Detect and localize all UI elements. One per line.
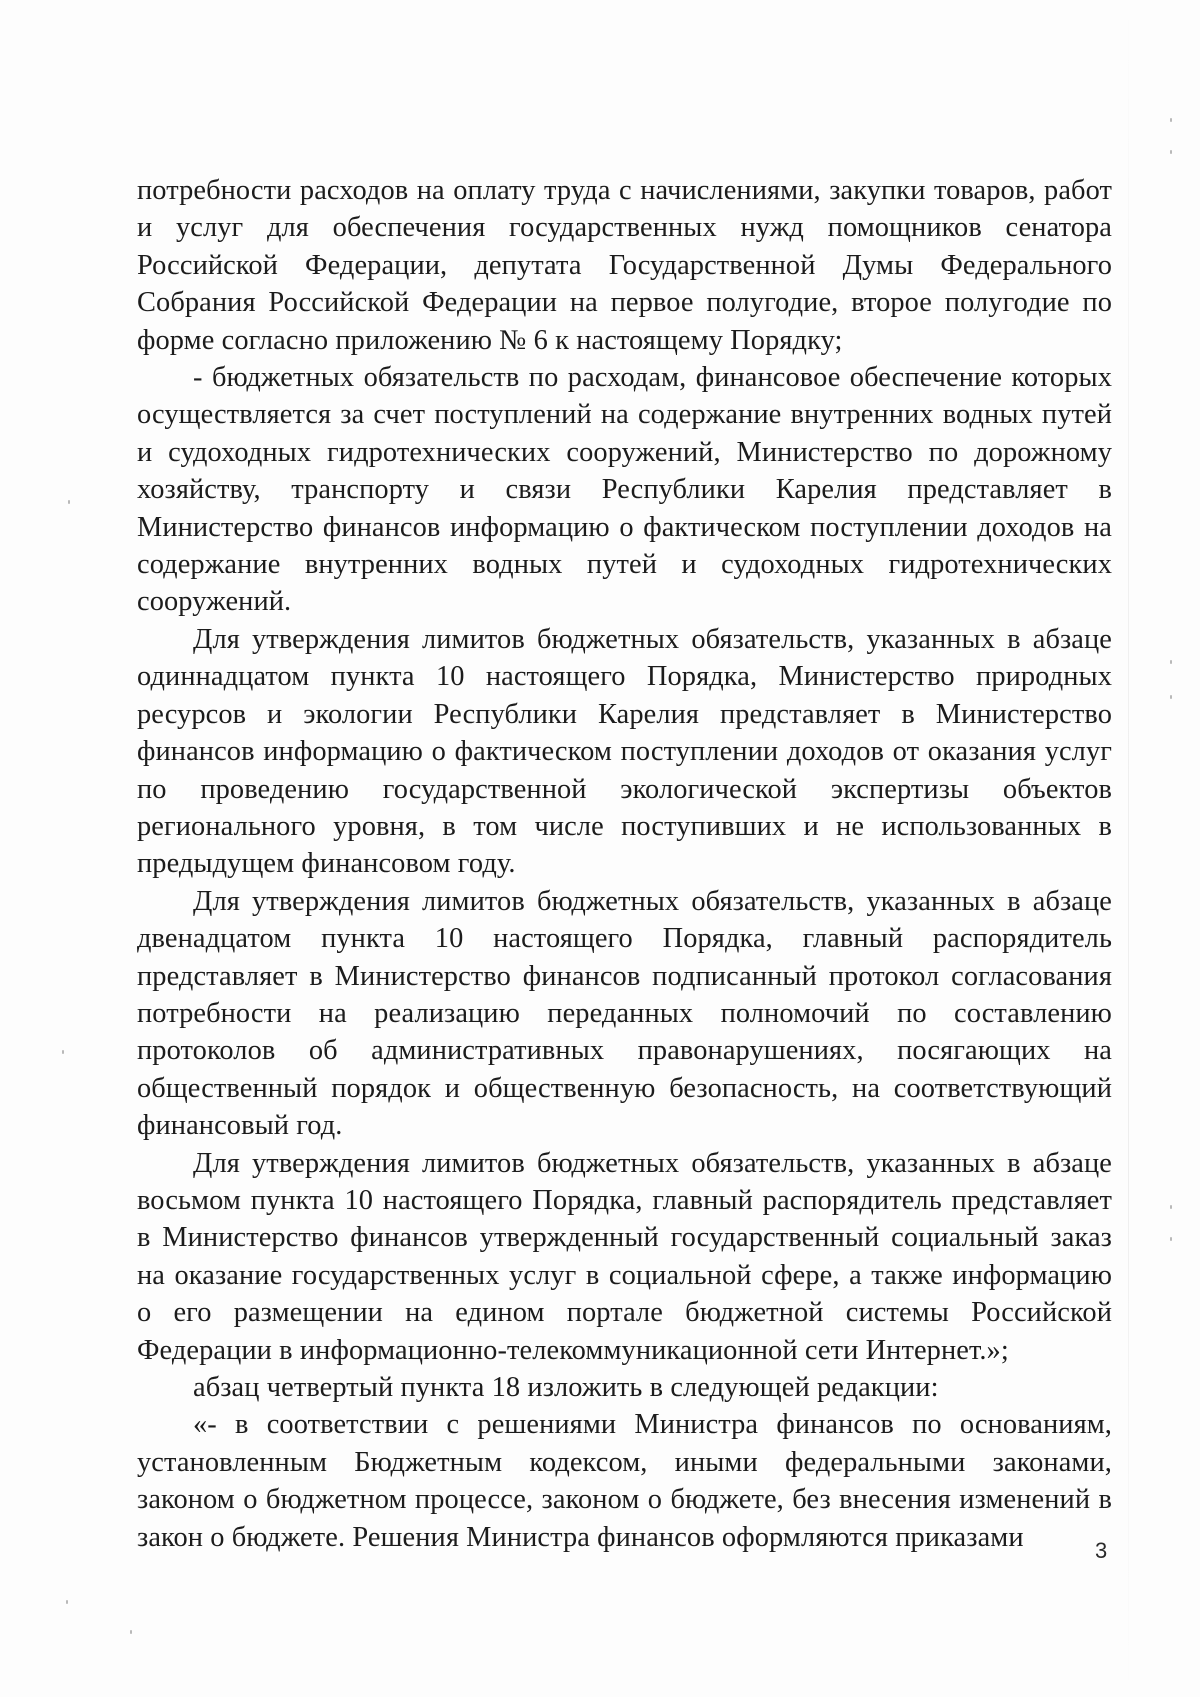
paragraph-5: Для утверждения лимитов бюджетных обязательств, указанных в абзаце восьмом пункта 10 настоящего Порядка, главный распорядитель представляет в Министерство финансов утвержденный государственный социальный заказ на оказание государственных услуг в социальной сфере, а также информацию о его размещении на едином портале бюджетной системы Российской Федерации в информационно-телекоммуникационной сети Интернет.»; [137,1147,1112,1366]
scan-artifact [1170,150,1172,154]
scan-artifact [1170,1205,1172,1209]
scan-artifact [1170,660,1172,664]
paragraph-1: потребности расходов на оплату труда с начислениями, закупки товаров, работ и услуг для обеспечения государственных нужд помощников сенатора Российской Федерации, депутата Государственной Думы Федерального Собрания Российской Федерации на первое полугодие, второе полугодие по форме согласно приложению № 6 к настоящему Порядку; [137,175,1112,356]
document-body [137,172,1112,1556]
paragraph-7: «- в соответствии с решениями Министра финансов по основаниям, установленным Бюджетным кодексом, иными федеральными законами, законом о бюджетном процессе, законом о бюджете, без внесения изменений в закон о бюджете. Решения Министра финансов оформляются приказами [137,1409,1112,1553]
paragraph-6: абзац четвертый пункта 18 изложить в следующей редакции: [193,1372,939,1403]
scan-artifact [1170,118,1172,122]
scan-edge-shadow [1128,0,1129,1697]
scan-artifact [1170,695,1172,699]
scan-artifact [1170,1237,1172,1241]
paragraph-4: Для утверждения лимитов бюджетных обязательств, указанных в абзаце двенадцатом пункта 10 настоящего Порядка, главный распорядитель представляет в Министерство финансов подписанный протокол согласования потребности на реализацию переданных полномочий по составлению протоколов об административных правонарушениях, посягающих на общественный порядок и общественную безопасность, на соответствующий финансовый год. [137,885,1112,1142]
paragraph-2: - бюджетных обязательств по расходам, финансовое обеспечение которых осуществляется за счет поступлений на содержание внутренних водных путей и судоходных гидротехнических сооружений, Министерство по дорожному хозяйству, транспорту и связи Республики Карелия представляет в Министерство финансов информацию о фактическом поступлении доходов на содержание внутренних водных путей и судоходных гидротехнических сооружений. [137,362,1112,618]
page-number: 3 [1095,1538,1108,1563]
scan-artifact [130,1630,132,1634]
scan-artifact [62,1050,64,1054]
scan-artifact [66,1600,68,1604]
scan-artifact [68,500,70,504]
paragraph-3: Для утверждения лимитов бюджетных обязательств, указанных в абзаце одиннадцатом пункта 10 настоящего Порядка, Министерство природных ресурсов и экологии Республики Карелия представляет в Министерство финансов информацию о фактическом поступлении доходов от оказания услуг по проведению государственной экологической экспертизы объектов регионального уровня, в том числе поступивших и не использованных в предыдущем финансовом году. [137,623,1112,880]
